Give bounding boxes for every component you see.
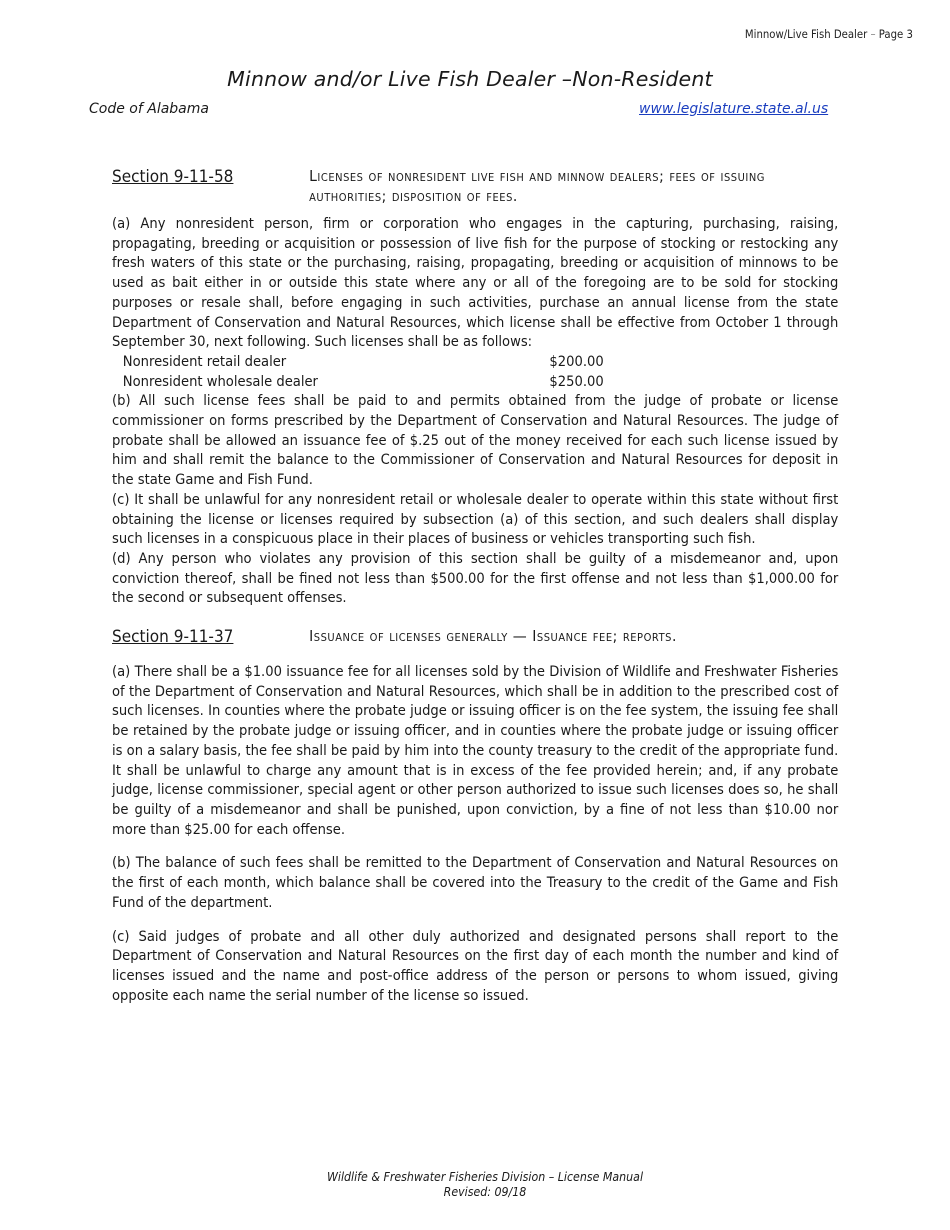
fee-amount: $200.00 xyxy=(549,352,604,370)
fee-amount: $250.00 xyxy=(549,372,604,390)
code-of-alabama-label: Code of Alabama xyxy=(89,101,209,117)
footer-line: Wildlife & Freshwater Fisheries Division – License Manual xyxy=(326,1170,644,1184)
page-footer xyxy=(39,1170,931,1200)
section-paragraph: (b) All such license fees shall be paid to and permits obtained from the judge of probate or license commissioner on forms prescribed by the Department of Conservation and Natural Resources. The judge of probate shall be allowed an issuance fee of $.25 out of the money received for each such license issued by him and shall remit the balance to the Commissioner of Conservation and Natural Resources for deposit in the state Game and Fish Fund. xyxy=(112,392,839,489)
page-number: Page 3 xyxy=(878,27,913,41)
section-paragraph: (d) Any person who violates any provision of this section shall be guilty of a misdemeanor and, upon conviction thereof, shall be fined not less than $500.00 for the first offense and not less than $1,000.00 for the second or subsequent offenses. xyxy=(112,549,839,607)
section-heading xyxy=(112,626,838,648)
section-number: Section 9-11-37 xyxy=(112,627,234,648)
page-header xyxy=(745,27,913,41)
section-paragraph: (b) The balance of such fees shall be remitted to the Department of Conservation and Natural Resources on the first of each month, which balance shall be covered into the Treasury to the credit of the Game and Fish Fund of the department. xyxy=(112,854,839,911)
section-paragraph: (a) There shall be a $1.00 issuance fee for all licenses sold by the Division of Wildlife and Freshwater Fisheries of the Department of Conservation and Natural Resources, which shall be in addition to the prescribed cost of such licenses. In counties where the probate judge or issuing officer is on the fee system, the issuing fee shall be retained by the probate judge or issuing officer, and in counties where the probate judge or issuing officer is on a salary basis, the fee shall be paid by him into the county treasury to the credit of the appropriate fund. It shall be unlawful to charge any amount that is in excess of the fee provided herein; and, if any probate judge, license commissioner, special agent or other person authorized to issue such licenses does so, he shall be guilty of a misdemeanor and shall be punished, upon conviction, by a fine of not less than $10.00 nor more than $25.00 for each offense. xyxy=(112,663,839,838)
fee-row xyxy=(112,372,838,392)
page-label: Minnow/Live Fish Dealer xyxy=(744,27,868,41)
section-paragraph: (c) It shall be unlawful for any nonresident retail or wholesale dealer to operate within this state without first obtaining the license or licenses required by subsection (a) of this section, and such dealers shall display such licenses in a conspicuous place in their places of business or vehicles transporting such fish. xyxy=(112,490,839,548)
section-paragraph: (a) Any nonresident person, firm or corporation who engages in the capturing, purchasing, raising, propagating, breeding or acquisition or possession of live fish for the purpose of stocking or restocking any fresh waters of this state or the purchasing, raising, propagating, breeding or acquisition of minnows to be used as bait either in or outside this state where any or all of the foregoing are to be sold for stocking purposes or resale shall, before engaging in such activities, purchase an annual license from the state Department of Conservation and Natural Resources, which license shall be effective from October 1 through September 30, next following. Such licenses shall be as follows: xyxy=(112,215,839,351)
section-title: Issuance of licenses generally — Issuance fee; reports. xyxy=(309,627,677,646)
fee-row xyxy=(112,352,838,372)
section-heading xyxy=(112,166,838,206)
section-title: Licenses of nonresident live fish and minnow dealers; fees of issuing authorities; disposition of fees. xyxy=(309,167,766,205)
fee-label: Nonresident retail dealer xyxy=(122,352,287,370)
page-dash: – xyxy=(870,27,876,41)
fee-label: Nonresident wholesale dealer xyxy=(122,372,318,390)
document-body xyxy=(112,166,839,1005)
section-number: Section 9-11-58 xyxy=(112,167,234,187)
document-title: Minnow and/or Live Fish Dealer –Non-Resident xyxy=(227,67,713,91)
footer-revised: Revised: 09/18 xyxy=(443,1185,527,1199)
legislature-link[interactable]: www.legislature.state.al.us xyxy=(639,101,829,117)
section-paragraph: (c) Said judges of probate and all other duly authorized and designated persons shall report to the Department of Conservation and Natural Resources on the first day of each month the number and kind of licenses issued and the name and post-office address of the person or persons to whom issued, giving opposite each name the serial number of the license so issued. xyxy=(112,927,839,1004)
